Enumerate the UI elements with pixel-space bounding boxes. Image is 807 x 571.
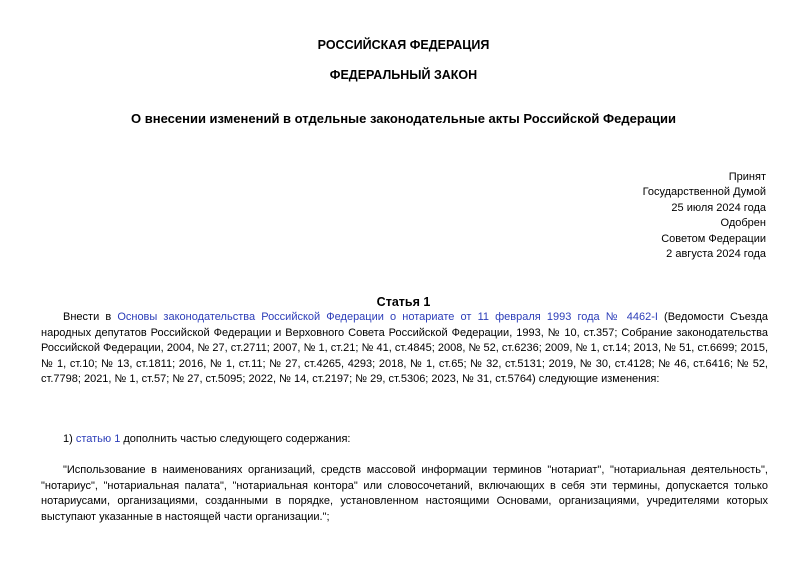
article-intro-paragraph xyxy=(41,310,768,388)
adoption-line-council: Советом Федерации xyxy=(661,232,766,245)
article-title: Статья 1 xyxy=(376,295,431,309)
adoption-line-duma: Государственной Думой xyxy=(642,186,766,199)
amendment-item-1 xyxy=(41,432,768,448)
intro-prefix: Внести в xyxy=(63,311,118,323)
law-title: О внесении изменений в отдельные законодательные акты Российской Федерации xyxy=(131,111,676,126)
adoption-line-accepted: Принят xyxy=(728,171,766,183)
adoption-block xyxy=(643,170,766,262)
doc-type-heading: ФЕДЕРАЛЬНЫЙ ЗАКОН xyxy=(329,68,478,82)
adoption-line-council-date: 2 августа 2024 года xyxy=(666,248,766,261)
article-1-link[interactable]: статью 1 xyxy=(75,433,121,445)
item1-suffix: дополнить частью следующего содержания: xyxy=(120,433,351,445)
amendment-quote: "Использование в наименованиях организаций, средств массовой информации терминов "нотариат", "нотариальная деятельность", "нотариус", "нотариальная палата", "нотариальная контора" или словосочетаний, включающих в себя эти термины, допускается только нотариусами, организациями, созданными в порядке, установленном настоящими Основами, организациями, учредителями которых выступают указанные в настоящей части организации."; xyxy=(41,464,768,523)
country-heading: РОССИЙСКАЯ ФЕДЕРАЦИЯ xyxy=(317,38,490,52)
item1-prefix: 1) xyxy=(63,433,76,445)
intro-suffix: (Ведомости Съезда народных депутатов Российской Федерации и Верховного Совета Российской Федерации, 1993, № 10, ст.357; Собрание законодательства Российской Федерации, 2004, № 27, ст.2711; 2007, № 1, ст.21; № 41, ст.4845; 2008, № 52, ст.6236; 2009, № 1, ст.14; 2013, № 51, ст.6699; 2015, № 1, ст.10; № 13, ст.1811; 2016, № 1, ст.11; № 27, ст.4265, 4293; 2018, № 1, ст.65; № 32, ст.5131; 2019, № 30, ст.4128; № 46, ст.6416; № 52, ст.7798; 2021, № 1, ст.57; № 27, ст.5095; 2022, № 14, ст.2197; № 29, ст.5306; 2023, № 31, ст.5764) следующие изменения: xyxy=(41,311,768,386)
notary-law-link[interactable]: Основы законодательства Российской Федерации о нотариате от 11 февраля 1993 года № 4462-I xyxy=(117,311,658,323)
adoption-line-approved: Одобрен xyxy=(720,217,766,230)
adoption-line-duma-date: 25 июля 2024 года xyxy=(671,201,766,214)
